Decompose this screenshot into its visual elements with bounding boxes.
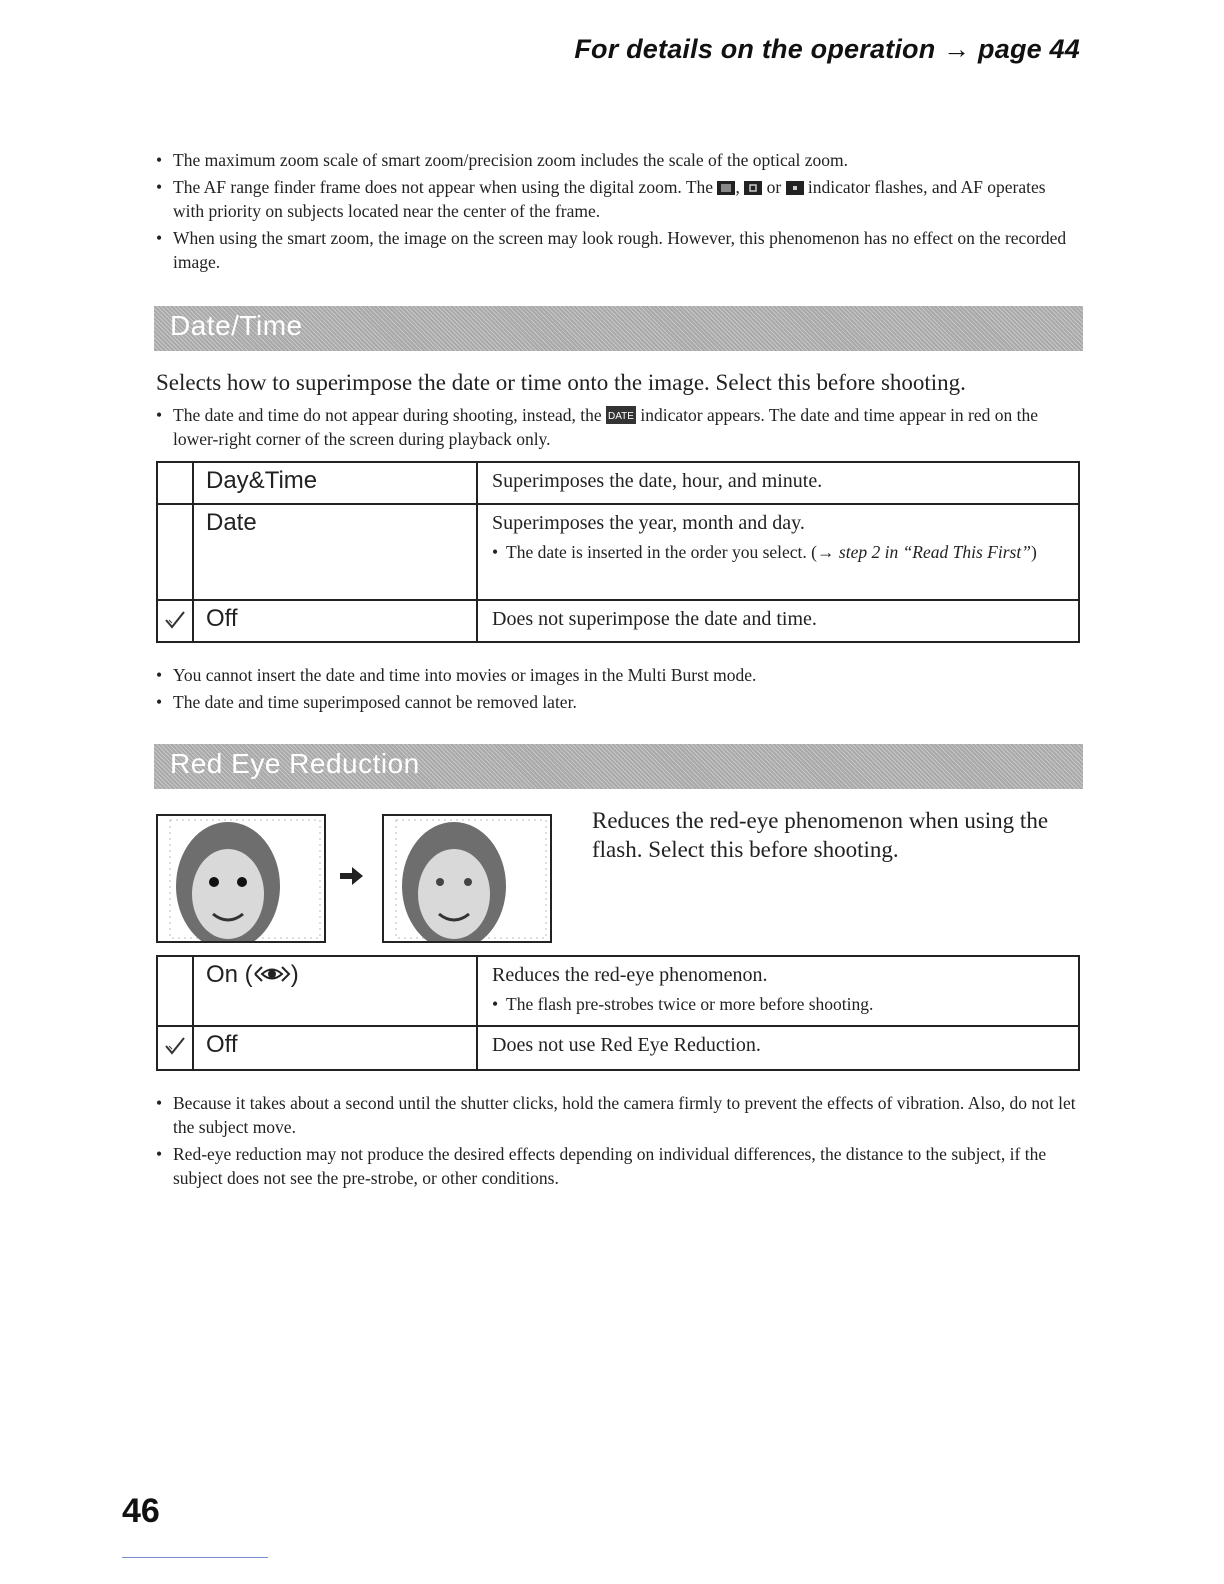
note-text: indicator flashes, and AF operates with priority on subjects located near the center of the frame. xyxy=(173,177,1046,221)
option-name: ) xyxy=(290,961,299,988)
option-name: On ( xyxy=(206,961,253,988)
note-reference: step 2 in “Read This First” xyxy=(838,542,1031,562)
date-time-section-header xyxy=(154,306,1083,351)
table-row xyxy=(157,600,1079,642)
af-spot-icon xyxy=(786,180,804,196)
section-title: Red Eye Reduction xyxy=(170,748,420,779)
default-cell xyxy=(157,956,193,1026)
red-eye-after-notes xyxy=(156,1091,1076,1193)
af-mode-icon xyxy=(717,180,735,196)
note-text: ) xyxy=(1030,542,1037,562)
note-text: The date and time do not appear during shooting, instead, the xyxy=(173,405,602,425)
option-desc: Does not use Red Eye Reduction. xyxy=(477,1026,1079,1070)
list-item: • Because it takes about a second until the shutter clicks, hold the camera firmly to prevent the effects of vibration. Also, do not let the subject move. xyxy=(156,1091,1076,1139)
page-header-reference: For details on the operation → page 44 xyxy=(574,34,1080,64)
option-desc: Superimposes the date, hour, and minute. xyxy=(477,462,1079,504)
date-time-notes xyxy=(156,403,1076,454)
face-photo xyxy=(384,816,550,941)
list-item: • The date and time superimposed cannot be removed later. xyxy=(156,690,1076,714)
red-eye-intro: Reduces the red-eye phenomenon when using the flash. Select this before shooting. xyxy=(592,808,1049,862)
arrow-right-icon xyxy=(340,866,364,886)
default-cell xyxy=(157,1026,193,1070)
date-indicator-icon xyxy=(606,406,636,424)
default-cell xyxy=(157,504,193,600)
red-eye-section-header xyxy=(154,744,1083,789)
option-name: Off xyxy=(193,1026,477,1070)
date-time-options-table xyxy=(156,461,1080,643)
note-text: indicator appears. The date and time appear in red on the lower-right corner of the screen during playback only. xyxy=(173,405,1039,449)
footer-divider xyxy=(122,1557,268,1558)
option-note: • The flash pre-strobes twice or more before shooting. xyxy=(492,993,1064,1016)
page-number: 46 xyxy=(122,1492,160,1530)
option-desc: Superimposes the year, month and day. xyxy=(492,512,805,534)
option-desc-cell xyxy=(477,956,1079,1026)
option-name: Off xyxy=(193,600,477,642)
option-name: Date xyxy=(193,504,477,600)
note-text: The AF range finder frame does not appear when using the digital zoom. The xyxy=(173,177,714,197)
default-check-icon xyxy=(164,609,186,631)
table-row xyxy=(157,462,1079,504)
list-item: • You cannot insert the date and time into movies or images in the Multi Burst mode. xyxy=(156,663,1076,687)
option-note xyxy=(492,541,1064,564)
table-row xyxy=(157,504,1079,600)
option-desc-cell xyxy=(477,504,1079,600)
section-title: Date/Time xyxy=(170,310,303,341)
table-row xyxy=(157,1026,1079,1070)
list-item: • Red-eye reduction may not produce the desired effects depending on individual differences, the distance to the subject, if the subject does not see the pre-strobe, or other conditions. xyxy=(156,1142,1076,1190)
red-eye-icon xyxy=(253,963,291,985)
date-time-after-notes xyxy=(156,663,1076,717)
red-eye-before-image xyxy=(156,814,326,943)
af-center-icon xyxy=(744,180,762,196)
note-text: The date is inserted in the order you select. (→ xyxy=(506,542,839,562)
default-cell xyxy=(157,600,193,642)
list-item: • The AF range finder frame does not appear when using the digital zoom. The , or indicator flashes, and AF operates with priority on subjects located near the center of the frame. xyxy=(156,175,1076,223)
option-name: Day&Time xyxy=(193,462,477,504)
date-time-intro: Selects how to superimpose the date or time onto the image. Select this before shooting. xyxy=(156,370,966,395)
list-item: • When using the smart zoom, the image on the screen may look rough. However, this phenomenon has no effect on the recorded image. xyxy=(156,226,1076,274)
default-check-icon xyxy=(164,1035,186,1057)
table-row xyxy=(157,956,1079,1026)
date-icon-label: DATE xyxy=(608,411,634,422)
red-eye-options-table xyxy=(156,955,1080,1071)
list-item: • The maximum zoom scale of smart zoom/precision zoom includes the scale of the optical zoom. xyxy=(156,148,1076,172)
list-item xyxy=(156,403,1076,451)
zoom-notes xyxy=(156,148,1076,277)
option-desc: Reduces the red-eye phenomenon. xyxy=(492,964,768,986)
red-eye-after-image xyxy=(382,814,552,943)
option-name-cell xyxy=(193,956,477,1026)
or-text: or xyxy=(766,177,782,197)
face-photo xyxy=(158,816,324,941)
option-desc: Does not superimpose the date and time. xyxy=(477,600,1079,642)
default-cell xyxy=(157,462,193,504)
